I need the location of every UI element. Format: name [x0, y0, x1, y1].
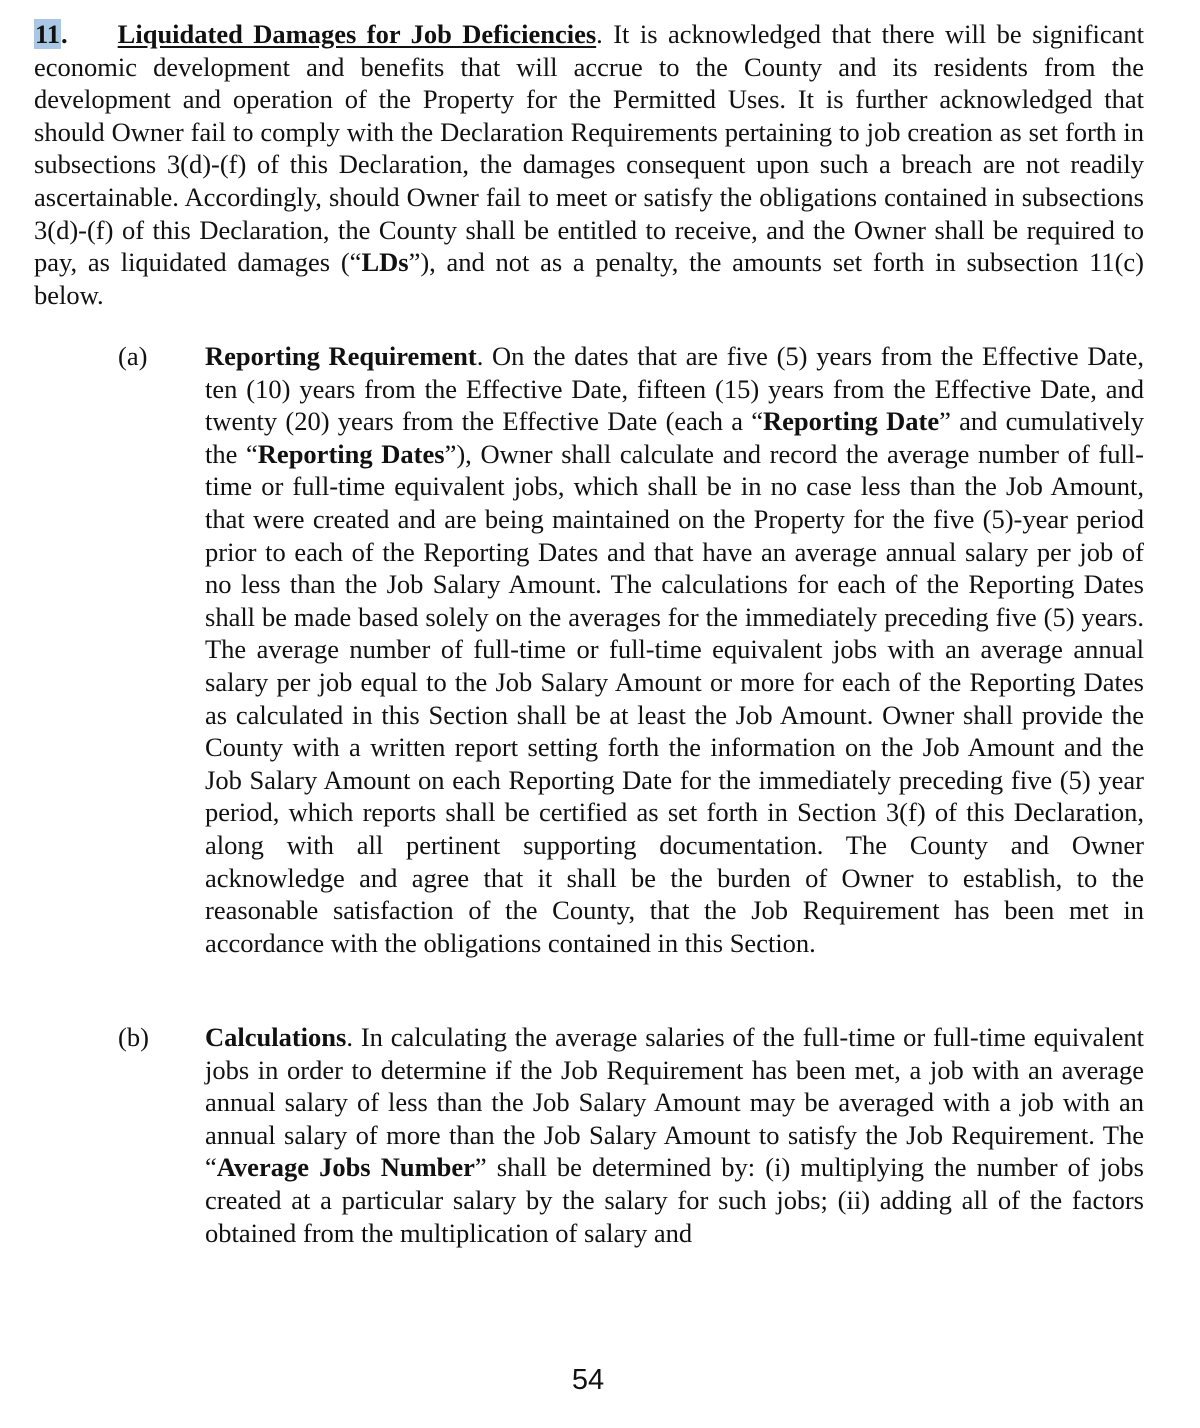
section-body-text-2: ”), and not as a penalty, the amounts set forth in subsection 11(c) below.: [34, 247, 1144, 310]
defined-term-lds: LDs: [361, 247, 409, 278]
subsection-b-text-1: . In calculating the average salaries of the full-time or full-time equivalent jobs in order to determine if the Job Requirement has been met, a job with an average annual salary of less than the Job Salary Amount may be averaged with a job with an annual salary of more than the Job Salary Amount to satisfy the Job Requirement. The “: [205, 1022, 1144, 1183]
subsection-a-title: Reporting Requirement: [205, 341, 477, 371]
section-body-text-1: It is acknowledged that there will be significant economic development and benefits that will accrue to the County and its residents from the development and operation of the Property for the Permitted Uses. It is further acknowledged that should Owner fail to comply with the Declaration Requirements pertaining to job creation as set forth in subsections 3(d)-(f) of this Declaration, the damages consequent upon such a breach are not readily ascertainable. Accordingly, should Owner fail to meet or satisfy the obligations contained in subsections 3(d)-(f) of this Declaration, the County shall be entitled to receive, and the Owner shall be required to pay, as liquidated damages (“: [34, 19, 1144, 278]
section-number[interactable]: 11: [35, 19, 61, 49]
subsection-b-body: [205, 1021, 1144, 1249]
subsection-b-text-2: ” shall be determined by: (i) multiplying the number of jobs created at a particular salary by the salary for such jobs; (ii) adding all of the factors obtained from the multiplication of salary and: [205, 1152, 1144, 1248]
defined-term-average-jobs-number: Average Jobs Number: [216, 1152, 475, 1183]
subsection-a-text-1: . On the dates that are five (5) years from the Effective Date, ten (10) years from the Effective Date, fifteen (15) years from the Effective Date, and twenty (20) years from the Effective Date (each a “: [205, 341, 1144, 437]
subsection-a-body: [205, 340, 1144, 959]
page-number: 54: [571, 1364, 605, 1396]
defined-term-reporting-dates: Reporting Dates: [257, 438, 445, 469]
section-11-paragraph: [34, 18, 1144, 311]
section-heading-suffix: .: [596, 19, 603, 49]
subsection-a-text-2: ” and cumulatively the “: [205, 406, 1145, 469]
subsection-b-label: (b): [118, 1022, 149, 1052]
subsection-b-title: Calculations: [205, 1022, 347, 1052]
defined-term-reporting-date: Reporting Date: [763, 406, 940, 437]
section-heading: Liquidated Damages for Job Deficiencies: [117, 19, 597, 49]
subsection-a-text-3: ”), Owner shall calculate and record the average number of full-time or full-time equivalent jobs, which shall be in no case less than the Job Amount, that were created and are being maintained on the Property for the five (5)-year period prior to each of the Reporting Dates and that have an average annual salary per job of no less than the Job Salary Amount. The calculations for each of the Reporting Dates shall be made based solely on the averages for the immediately preceding five (5) years. The average number of full-time or full-time equivalent jobs with an average annual salary per job equal to the Job Salary Amount or more for each of the Reporting Dates as calculated in this Section shall be at least the Job Amount. Owner shall provide the County with a written report setting forth the information on the Job Amount and the Job Salary Amount on each Reporting Date for the immediately preceding five (5) year period, which reports shall be certified as set forth in Section 3(f) of this Declaration, along with all pertinent supporting documentation. The County and Owner acknowledge and agree that it shall be the burden of Owner to establish, to the reasonable satisfaction of the County, that the Job Requirement has been met in accordance with the obligations contained in this Section.: [205, 438, 1144, 958]
section-number-suffix: .: [61, 19, 68, 49]
subsection-a-label: (a): [118, 341, 148, 371]
